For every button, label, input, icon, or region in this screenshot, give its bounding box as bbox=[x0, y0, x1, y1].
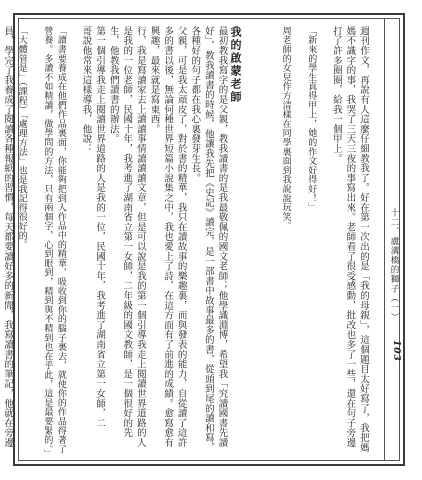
paragraph-3: 父親，可是我太頑皮了，對於書的精華，我只在讀故事的樂趣裏，而與發表的能力，自從讀了這許多的書以後，無論何種世界短篇小說集之中，我也愛上了詩，在這方面有了前進的成績。愈寫愈有興趣，最來就是寫東西。 bbox=[148, 26, 187, 448]
quote-2: 周老師的女兒作方清樣在同學裏面到我說說玩笑。 bbox=[280, 26, 291, 231]
section-title: 我的啟蒙老師 bbox=[229, 26, 243, 104]
paragraph-6: 哥說他常來這樣導我，他說： bbox=[80, 26, 92, 154]
running-title: 十二．盧溝橋的獅子（一） bbox=[389, 208, 399, 322]
paragraph-7: 員，學完了我養成了閱讀各種報紙的習慣，每天都要讀好多的新聞，我寫讀書的筆記，他就在旁邊 bbox=[2, 26, 14, 448]
paragraph-5: 第一個引導我走上閱讀世界道路的人是我的一位，民國十年，我考進了湖南省立第一女師，二 bbox=[94, 26, 106, 428]
vertical-text-body bbox=[2, 26, 370, 459]
quote-4: 「大體管是」（課程）「處理方法」也是我記得很好的。 bbox=[16, 26, 27, 250]
paragraph-2: 最初教我寫字的是父親，教我讀書的是我最敬佩的國文老師；他學識淵博，希望我「究讀國書先讀好」，教我讀書的時候，他讓我先把《史記》讀完，是一部書中故事最多的書，從頭到尾的讀和寫，各種好的句子都在我心裏發芽生長。 bbox=[189, 26, 228, 453]
sidebar-divider bbox=[384, 18, 385, 461]
paragraph-4: 行，我是寫讀家去上讀讀事情讀讀讀文章，但是可以說是我的第一個引導我走上閱讀世界道路的人是我的一位老師，民國十年，我考進了湖南省立第一女師，二年級的國文教師，是一個很好的先生，他教我們讀書的辦法。 bbox=[107, 26, 146, 448]
quote-1: 「新來的學生真得甲上，她的作文好得好！」 bbox=[306, 26, 317, 212]
quote-3: 「讀書要養成在他們作品裏面，你能夠把到人作品中的精華，吸收到你的腦子裏去，就使你的作品得著了營養。多讀不如精讀，做學問的方法，只有兩個字，心到眼到，精到與不精到也在乎此，這是最要緊的。」 bbox=[42, 26, 66, 459]
paragraph-1: 週刊作文，再說有人這麼仔細教我了。好在第一次出的是「我的母親」，這個題目太好寫了，我把媽媽不識字的事，我哭了三天三夜的事寫出來。老師看了很受感動，批改也多了一些，還在句子旁邊打了許多圈圈，給我一個甲上。 bbox=[330, 26, 369, 453]
page-number: 103 bbox=[391, 340, 401, 362]
